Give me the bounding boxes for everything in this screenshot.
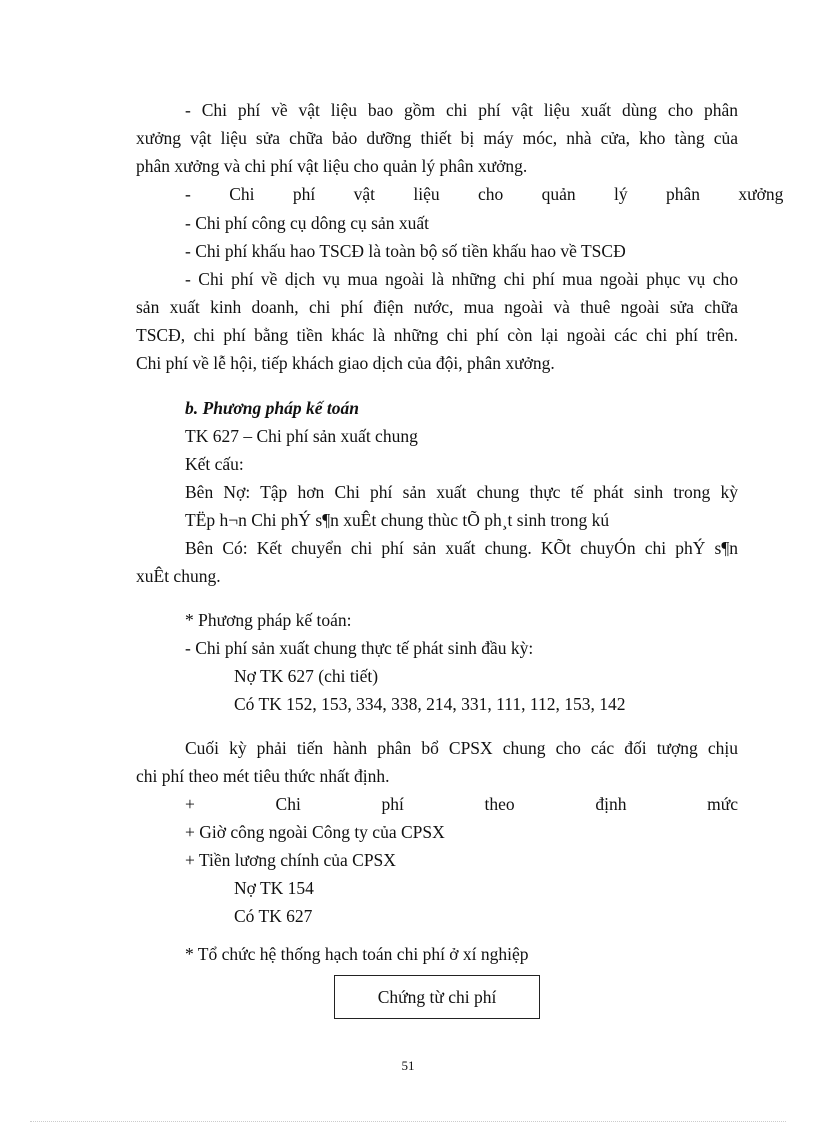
paragraph-line: * Tổ chức hệ thống hạch toán chi phí ở xí nghiệp <box>185 944 529 964</box>
paragraph-line: TËp h¬n Chi phÝ s¶n xuÊt chung thùc tÕ ph¸t sinh trong kú <box>185 510 610 530</box>
paragraph-line: Chi phí về lễ hội, tiếp khách giao dịch của đội, phân xưởng. <box>136 353 555 373</box>
paragraph-line: + Tiền lương chính của CPSX <box>185 850 396 870</box>
paragraph-line: + Giờ công ngoài Công ty của CPSX <box>185 822 445 842</box>
diagram-box <box>334 975 540 1019</box>
paragraph-line: - Chi phí công cụ dông cụ sản xuất <box>185 213 429 233</box>
paragraph-line: sản xuất kinh doanh, chi phí điện nước, mua ngoài và thuê ngoài sửa chữa <box>136 297 738 317</box>
paragraph-line: xuÊt chung. <box>136 566 221 586</box>
section-heading: b. Phương pháp kế toán <box>185 398 360 418</box>
page-number: 51 <box>401 1058 415 1073</box>
paragraph-line: - Chi phí sản xuất chung thực tế phát sinh đầu kỳ: <box>185 638 534 658</box>
paragraph-line: TK 627 – Chi phí sản xuất chung <box>185 426 418 446</box>
paragraph-line: - Chi phí về vật liệu bao gồm chi phí vật liệu xuất dùng cho phân <box>185 100 738 120</box>
paragraph-line: xưởng vật liệu sửa chữa bảo dưỡng thiết bị máy móc, nhà cửa, kho tàng của <box>136 128 738 148</box>
paragraph-line: Có TK 627 <box>234 906 313 926</box>
paragraph-line: Bên Nợ: Tập hơn Chi phí sản xuất chung thực tế phát sinh trong kỳ <box>185 482 738 502</box>
paragraph-line: Có TK 152, 153, 334, 338, 214, 331, 111, 112, 153, 142 <box>234 694 626 714</box>
paragraph-line: TSCĐ, chi phí bằng tiền khác là những chi phí còn lại ngoài các chi phí trên. <box>136 325 738 345</box>
paragraph-line: Bên Có: Kết chuyển chi phí sản xuất chung. KÕt chuyÓn chi phÝ s¶n <box>185 538 738 558</box>
paragraph-line: * Phương pháp kế toán: <box>185 610 352 630</box>
page-edge-divider <box>30 1121 786 1122</box>
paragraph-line: Cuối kỳ phải tiến hành phân bổ CPSX chung cho các đối tượng chịu <box>185 738 738 758</box>
paragraph-line: - Chi phí vật liệu cho quản lý phân xưởng <box>185 184 784 204</box>
paragraph-line: + Chi phí theo định mức <box>185 794 738 814</box>
paragraph-line: Kết cấu: <box>185 454 244 474</box>
diagram-box-label: Chứng từ chi phí <box>377 986 497 1007</box>
paragraph-line: - Chi phí khấu hao TSCĐ là toàn bộ số tiền khấu hao về TSCĐ <box>185 241 626 261</box>
paragraph-line: - Chi phí về dịch vụ mua ngoài là những chi phí mua ngoài phục vụ cho <box>185 269 738 289</box>
paragraph-line: phân xưởng và chi phí vật liệu cho quản lý phân xưởng. <box>136 156 528 176</box>
paragraph-line: Nợ TK 627 (chi tiết) <box>234 666 379 686</box>
paragraph-line: Nợ TK 154 <box>234 878 314 898</box>
paragraph-line: chi phí theo mét tiêu thức nhất định. <box>136 766 390 786</box>
